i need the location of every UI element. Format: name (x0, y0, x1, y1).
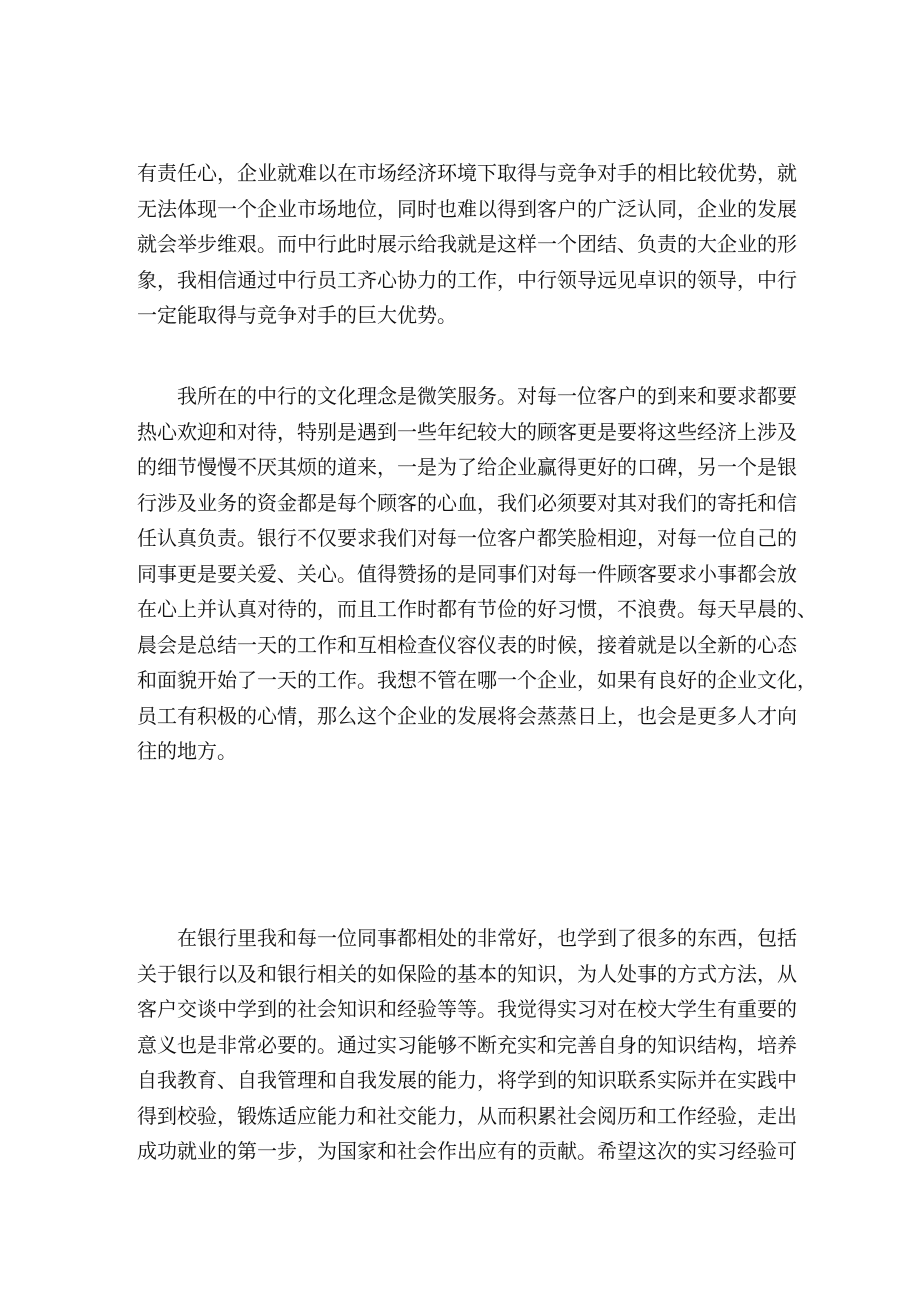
text-line: 在心上并认真对待的，而且工作时都有节俭的好习惯，不浪费。每天早晨的、 (137, 597, 817, 621)
paragraph-1 (137, 156, 797, 334)
text-line: 有责任心，企业就难以在市场经济环境下取得与竞争对手的相比较优势，就 (137, 161, 797, 185)
text-line: 关于银行以及和银行相关的如保险的基本的知识，为人处事的方式方法，从 (137, 961, 797, 986)
text-line: 热心欢迎和对待，特别是遇到一些年纪较大的顾客更是要将这些经济上涉及 (137, 419, 797, 444)
text-line: 一定能取得与竞争对手的巨大优势。 (137, 303, 457, 327)
text-line: 象，我相信通过中行员工齐心协力的工作，中行领导远见卓识的领导，中行 (137, 267, 797, 292)
text-line: 行涉及业务的资金都是每个顾客的心血，我们必须要对其对我们的寄托和信 (137, 490, 797, 515)
text-line: 任认真负责。银行不仅要求我们对每一位客户都笑脸相迎，对每一位自己的 (137, 526, 797, 550)
text-line: 往的地方。 (137, 739, 237, 763)
text-line: 意义也是非常必要的。通过实习能够不断充实和完善自身的知识结构，培养 (137, 1032, 797, 1057)
text-line: 无法体现一个企业市场地位，同时也难以得到客户的广泛认同，企业的发展 (137, 196, 797, 221)
paragraph-3 (137, 921, 797, 1170)
text-line: 成功就业的第一步，为国家和社会作出应有的贡献。希望这次的实习经验可 (137, 1139, 797, 1163)
text-line: 在银行里我和每一位同事都相处的非常好，也学到了很多的东西，包括 (177, 926, 797, 950)
text-line: 就会举步维艰。而中行此时展示给我就是这样一个团结、负责的大企业的形 (137, 232, 797, 256)
text-line: 同事更是要关爱、关心。值得赞扬的是同事们对每一件顾客要求小事都会放 (137, 561, 797, 586)
text-line: 得到校验，锻炼适应能力和社交能力，从而积累社会阅历和工作经验，走出 (137, 1103, 797, 1128)
text-line: 我所在的中行的文化理念是微笑服务。对每一位客户的到来和要求都要 (177, 384, 797, 408)
paragraph-2 (137, 379, 817, 770)
text-line: 晨会是总结一天的工作和互相检查仪容仪表的时候，接着就是以全新的心态 (137, 632, 797, 657)
text-line: 员工有积极的心情，那么这个企业的发展将会蒸蒸日上，也会是更多人才向 (137, 703, 797, 728)
text-line: 自我教育、自我管理和自我发展的能力，将学到的知识联系实际并在实践中 (137, 1068, 797, 1092)
text-line: 和面貌开始了一天的工作。我想不管在哪一个企业，如果有良好的企业文化， (137, 668, 817, 692)
text-line: 客户交谈中学到的社会知识和经验等等。我觉得实习对在校大学生有重要的 (137, 997, 797, 1021)
text-line: 的细节慢慢不厌其烦的道来，一是为了给企业赢得更好的口碑，另一个是银 (137, 455, 797, 479)
